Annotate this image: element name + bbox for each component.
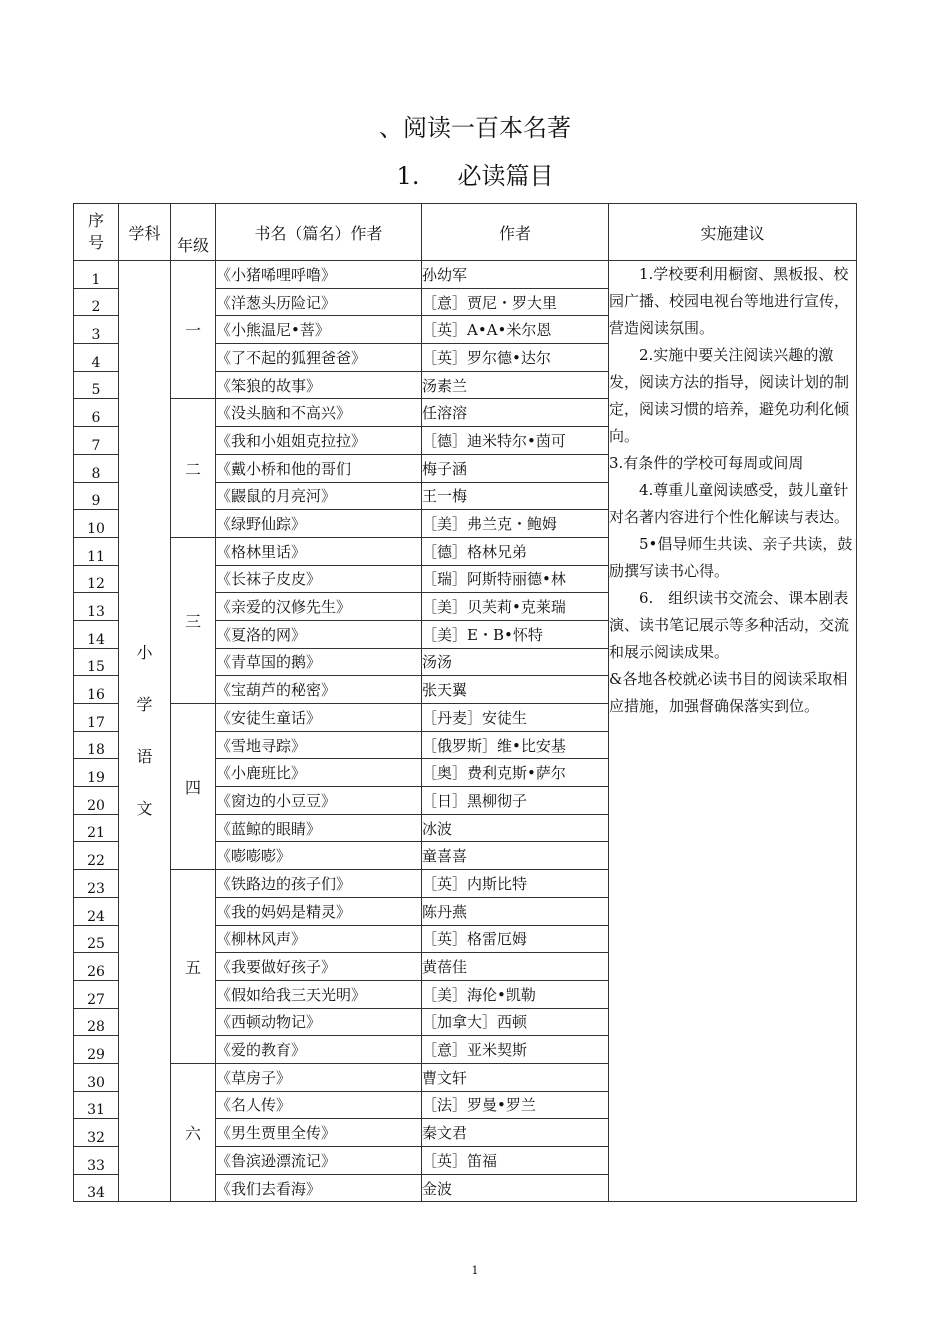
row-number: 7 xyxy=(74,427,119,455)
book-title: 《格林里话》 xyxy=(216,537,422,565)
book-title: 《男生贾里全传》 xyxy=(216,1119,422,1147)
book-title: 《草房子》 xyxy=(216,1063,422,1091)
row-number: 21 xyxy=(74,814,119,842)
row-number: 31 xyxy=(74,1091,119,1119)
advice-item: &各地各校就必读书目的阅读采取相应措施，加强督确保落实到位。 xyxy=(609,670,848,715)
book-author: ［英］罗尔德•达尔 xyxy=(422,344,609,372)
row-number: 26 xyxy=(74,953,119,981)
grade-cell: 一 xyxy=(171,261,216,399)
book-title: 《了不起的狐狸爸爸》 xyxy=(216,344,422,372)
grade-cell: 五 xyxy=(171,870,216,1064)
book-author: 曹文轩 xyxy=(422,1063,609,1091)
header-advice: 实施建议 xyxy=(609,204,857,261)
row-number: 6 xyxy=(74,399,119,427)
book-title: 《西顿动物记》 xyxy=(216,1008,422,1036)
row-number: 33 xyxy=(74,1147,119,1175)
book-author: 秦文君 xyxy=(422,1119,609,1147)
book-author: ［英］A•A•米尔恩 xyxy=(422,316,609,344)
book-title: 《铁路边的孩子们》 xyxy=(216,870,422,898)
subject-char: 小 xyxy=(136,643,153,663)
book-title: 《鲁滨逊漂流记》 xyxy=(216,1147,422,1175)
book-title: 《小猪唏哩呼噜》 xyxy=(216,261,422,289)
row-number: 8 xyxy=(74,454,119,482)
row-number: 27 xyxy=(74,980,119,1008)
book-author: ［英］格雷厄姆 xyxy=(422,925,609,953)
book-author: ［英］笛福 xyxy=(422,1147,609,1175)
subject-cell xyxy=(119,261,171,1202)
book-author: 任溶溶 xyxy=(422,399,609,427)
header-subject: 学科 xyxy=(119,204,171,261)
book-title: 《柳林风声》 xyxy=(216,925,422,953)
row-number: 5 xyxy=(74,371,119,399)
book-author: 陈丹燕 xyxy=(422,897,609,925)
advice-item: 5•倡导师生共读、亲子共读，鼓励撰写读书心得。 xyxy=(609,535,853,580)
row-number: 3 xyxy=(74,316,119,344)
grade-cell: 四 xyxy=(171,704,216,870)
row-number: 22 xyxy=(74,842,119,870)
advice-item: 2.实施中要关注阅读兴趣的激发，阅读方法的指导，阅读计划的制定，阅读习惯的培养，避免功利化倾向。 xyxy=(609,346,850,445)
book-title: 《我要做好孩子》 xyxy=(216,953,422,981)
row-number: 30 xyxy=(74,1063,119,1091)
row-number: 2 xyxy=(74,288,119,316)
book-title: 《我的妈妈是精灵》 xyxy=(216,897,422,925)
header-book: 书名（篇名）作者 xyxy=(216,204,422,261)
book-title: 《窗边的小豆豆》 xyxy=(216,787,422,815)
row-number: 24 xyxy=(74,897,119,925)
book-author: 王一梅 xyxy=(422,482,609,510)
book-title: 《我和小姐姐克拉拉》 xyxy=(216,427,422,455)
book-title: 《嘭嘭嘭》 xyxy=(216,842,422,870)
advice-item: 3.有条件的学校可每周或间周 xyxy=(609,454,804,472)
book-title: 《夏洛的网》 xyxy=(216,620,422,648)
header-no: 序 号 xyxy=(74,204,119,261)
book-author: ［意］贾尼・罗大里 xyxy=(422,288,609,316)
document-title: 、阅读一百本名著 xyxy=(379,114,571,142)
book-author: ［德］格林兄弟 xyxy=(422,537,609,565)
row-number: 32 xyxy=(74,1119,119,1147)
book-title: 《绿野仙踪》 xyxy=(216,510,422,538)
row-number: 10 xyxy=(74,510,119,538)
advice-cell xyxy=(609,261,857,1202)
grade-cell: 六 xyxy=(171,1063,216,1201)
section-title xyxy=(0,156,950,191)
row-number: 11 xyxy=(74,537,119,565)
book-title: 《洋葱头历险记》 xyxy=(216,288,422,316)
advice-item: 1.学校要利用橱窗、黑板报、校园广播、校园电视台等地进行宣传，营造阅读氛围。 xyxy=(609,265,850,337)
subject-char: 语 xyxy=(136,747,153,767)
book-title: 《没头脑和不高兴》 xyxy=(216,399,422,427)
book-author: ［英］内斯比特 xyxy=(422,870,609,898)
book-author: ［美］贝芙莉•克莱瑞 xyxy=(422,593,609,621)
book-title: 《笨狼的故事》 xyxy=(216,371,422,399)
book-title: 《戴小桥和他的哥们 xyxy=(216,454,422,482)
book-author: 冰波 xyxy=(422,814,609,842)
book-author: 汤素兰 xyxy=(422,371,609,399)
book-title: 《小鹿班比》 xyxy=(216,759,422,787)
subject-char: 学 xyxy=(136,695,153,715)
row-number: 34 xyxy=(74,1174,119,1202)
page-number: 1 xyxy=(471,1264,479,1277)
book-author: ［德］迪米特尔•茵可 xyxy=(422,427,609,455)
book-author: 梅子涵 xyxy=(422,454,609,482)
book-title: 《爱的教育》 xyxy=(216,1036,422,1064)
row-number: 16 xyxy=(74,676,119,704)
row-number: 13 xyxy=(74,593,119,621)
book-title: 《雪地寻踪》 xyxy=(216,731,422,759)
book-author: ［瑞］阿斯特丽德•林 xyxy=(422,565,609,593)
reading-list-table xyxy=(73,203,857,1202)
row-number: 18 xyxy=(74,731,119,759)
book-title: 《蓝鲸的眼睛》 xyxy=(216,814,422,842)
book-author: 黄蓓佳 xyxy=(422,953,609,981)
book-title: 《长袜子皮皮》 xyxy=(216,565,422,593)
book-title: 《安徒生童话》 xyxy=(216,704,422,732)
book-title: 《宝葫芦的秘密》 xyxy=(216,676,422,704)
book-title: 《鼹鼠的月亮河》 xyxy=(216,482,422,510)
book-author: 金波 xyxy=(422,1174,609,1202)
book-author: ［加拿大］西顿 xyxy=(422,1008,609,1036)
table-row xyxy=(74,261,857,289)
section-number: 1. xyxy=(396,162,420,190)
book-title: 《青草国的鹅》 xyxy=(216,648,422,676)
row-number: 1 xyxy=(74,261,119,289)
header-grade: 年级 xyxy=(171,204,216,261)
book-title: 《小熊温尼•菩》 xyxy=(216,316,422,344)
row-number: 28 xyxy=(74,1008,119,1036)
row-number: 12 xyxy=(74,565,119,593)
subject-char: 文 xyxy=(136,799,153,819)
row-number: 17 xyxy=(74,704,119,732)
row-number: 19 xyxy=(74,759,119,787)
book-author: 孙幼军 xyxy=(422,261,609,289)
book-author: ［美］E・B•怀特 xyxy=(422,620,609,648)
row-number: 23 xyxy=(74,870,119,898)
book-title: 《名人传》 xyxy=(216,1091,422,1119)
book-author: ［美］海伦•凯勒 xyxy=(422,980,609,1008)
book-author: ［美］弗兰克・鲍姆 xyxy=(422,510,609,538)
book-title: 《我们去看海》 xyxy=(216,1174,422,1202)
advice-item: 6. 组织读书交流会、课本剧表演、读书笔记展示等多种活动，交流和展示阅读成果。 xyxy=(609,589,850,661)
section-label: 必读篇目 xyxy=(457,162,554,190)
row-number: 4 xyxy=(74,344,119,372)
row-number: 14 xyxy=(74,620,119,648)
book-author: ［意］亚米契斯 xyxy=(422,1036,609,1064)
header-author: 作者 xyxy=(422,204,609,261)
book-author: 童喜喜 xyxy=(422,842,609,870)
book-author: ［丹麦］安徒生 xyxy=(422,704,609,732)
book-author: ［俄罗斯］维•比安基 xyxy=(422,731,609,759)
book-title: 《假如给我三天光明》 xyxy=(216,980,422,1008)
grade-cell: 二 xyxy=(171,399,216,537)
row-number: 29 xyxy=(74,1036,119,1064)
book-author: ［日］黑柳彻子 xyxy=(422,787,609,815)
advice-item: 4.尊重儿童阅读感受，鼓儿童针对名著内容进行个性化解读与表达。 xyxy=(609,481,850,526)
book-title: 《亲爱的汉修先生》 xyxy=(216,593,422,621)
row-number: 20 xyxy=(74,787,119,815)
row-number: 9 xyxy=(74,482,119,510)
row-number: 15 xyxy=(74,648,119,676)
book-author: 张天翼 xyxy=(422,676,609,704)
row-number: 25 xyxy=(74,925,119,953)
book-author: ［奥］费利克斯•萨尔 xyxy=(422,759,609,787)
book-author: ［法］罗曼•罗兰 xyxy=(422,1091,609,1119)
book-author: 汤汤 xyxy=(422,648,609,676)
grade-cell: 三 xyxy=(171,537,216,703)
